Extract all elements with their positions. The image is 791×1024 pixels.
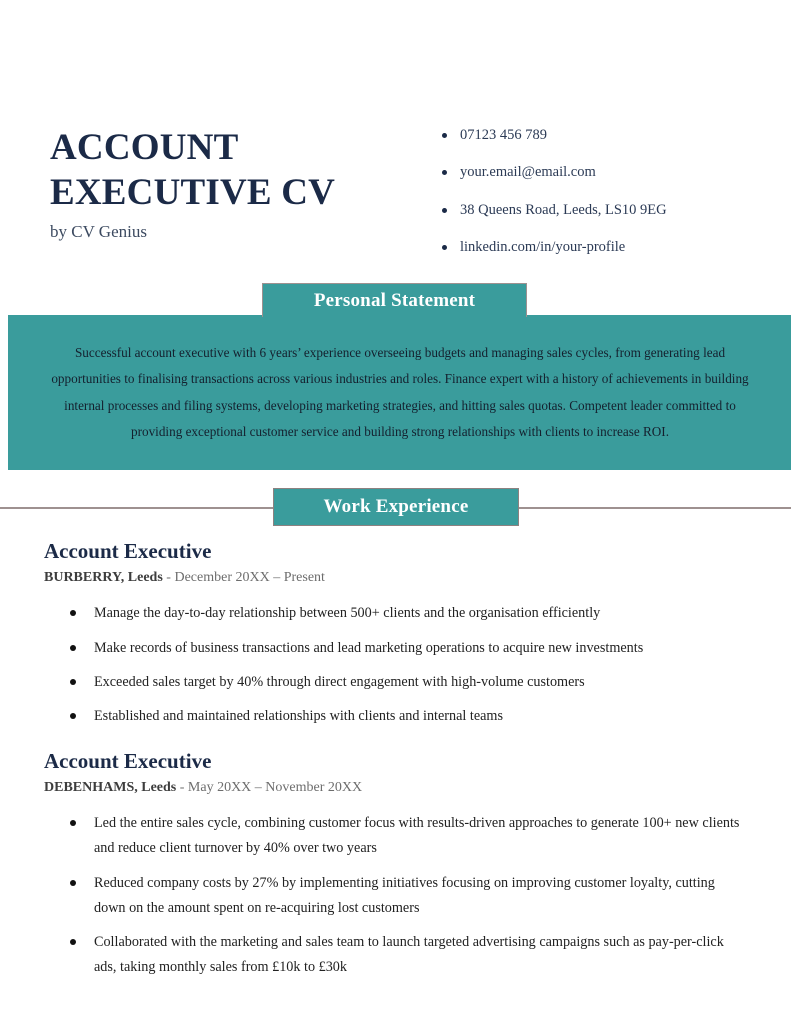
list-item: Led the entire sales cycle, combining customer focus with results-driven approaches to generate 100+ new clients and reduce client turnover by 40% over two years — [66, 811, 747, 862]
job-title: Account Executive — [44, 748, 212, 773]
job-entry — [0, 538, 791, 730]
list-item: Collaborated with the marketing and sales team to launch targeted advertising campaigns such as pay-per-click ads, taking monthly sales from £10k to £30k — [66, 930, 747, 981]
personal-statement-heading-label: Personal Statement — [313, 289, 476, 311]
job-meta-separator: - — [176, 779, 188, 795]
list-item: Reduced company costs by 27% by implementing initiatives focusing on improving customer loyalty, cutting down on the amount spent on re-acquiring lost customers — [66, 871, 747, 922]
job-title: Account Executive — [44, 539, 212, 563]
page-title: ACCOUNT EXECUTIVE CV — [50, 127, 336, 214]
list-item: Manage the day-to-day relationship between 500+ clients and the organisation efficiently — [66, 601, 747, 626]
job-dates: December 20XX – Present — [174, 570, 325, 586]
job-meta-separator: - — [162, 570, 175, 586]
job-bullet-list — [44, 601, 747, 729]
list-item: Exceeded sales target by 40% through direct engagement with high-volume customers — [66, 670, 747, 695]
job-company: BURBERRY, Leeds — [44, 570, 163, 586]
cv-header-identity — [0, 125, 440, 243]
contact-linkedin-text: linkedin.com/in/your-profile — [460, 239, 626, 256]
job-entry — [0, 748, 791, 981]
job-meta — [44, 569, 747, 587]
personal-statement-heading-tab — [262, 283, 527, 317]
list-item: Established and maintained relationships with clients and internal teams — [66, 704, 747, 729]
contact-list — [440, 127, 791, 257]
work-experience-heading-label: Work Experience — [323, 496, 469, 517]
contact-item-linkedin[interactable] — [440, 239, 791, 256]
contact-address-text: 38 Queens Road, Leeds, LS10 9EG — [460, 201, 667, 218]
list-item: Make records of business transactions and lead marketing operations to acquire new investments — [66, 636, 747, 661]
cv-header-contact — [440, 125, 791, 277]
job-dates: May 20XX – November 20XX — [187, 779, 363, 795]
contact-item-address — [440, 202, 791, 219]
job-meta — [44, 779, 747, 797]
cv-byline: by CV Genius — [50, 222, 147, 242]
job-bullet-list — [44, 811, 747, 981]
personal-statement-text: Successful account executive with 6 years’ experience overseeing budgets and managing sales cycles, from generating lead opportunities to finalising transactions across various industries and roles. Finance expert with a history of achievements in building internal processes and filing systems, developing marketing strategies, and hitting sales quotas. Competent leader committed to providing exceptional customer service and building strong relationships with clients to increase ROI. — [51, 345, 749, 440]
work-experience-heading-badge — [273, 488, 519, 526]
contact-email-text: your.email@email.com — [460, 164, 596, 181]
contact-item-email[interactable] — [440, 164, 791, 181]
cv-header — [0, 125, 791, 277]
contact-phone-text: 07123 456 789 — [460, 127, 547, 143]
work-experience-list — [0, 538, 791, 990]
contact-item-phone — [440, 127, 791, 144]
job-company: DEBENHAMS, Leeds — [44, 779, 177, 795]
